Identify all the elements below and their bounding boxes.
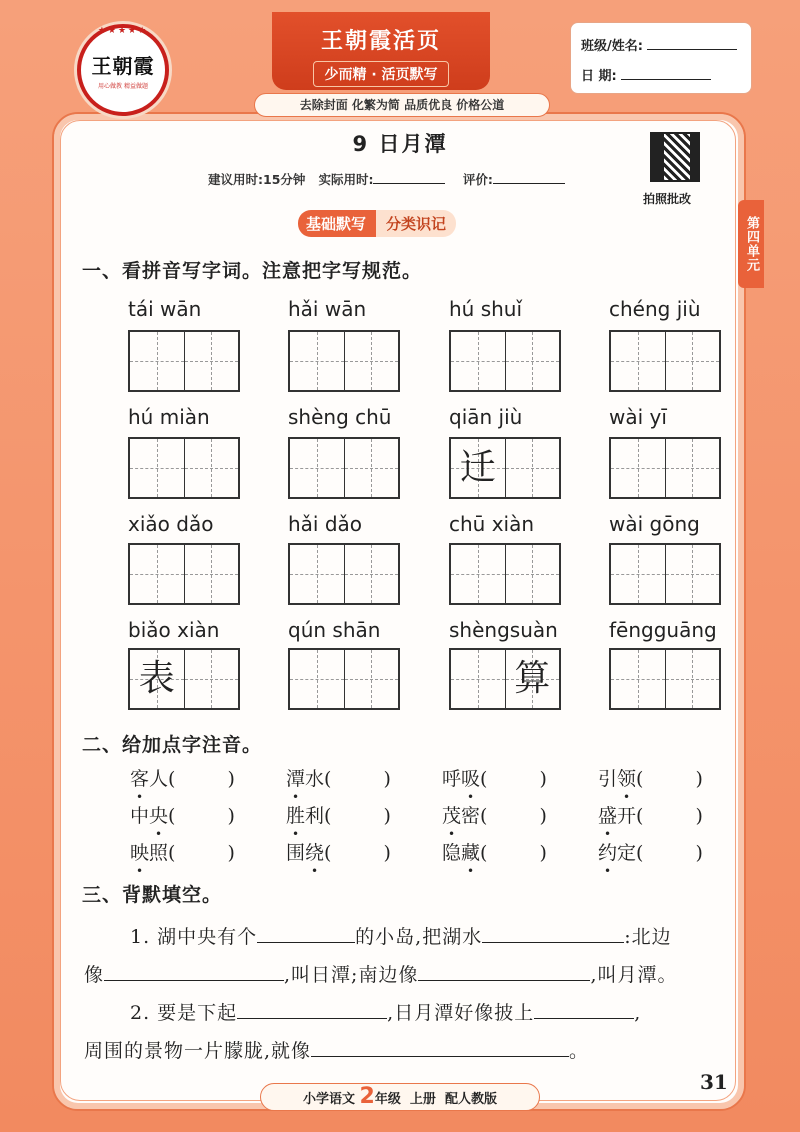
writing-cell[interactable] bbox=[611, 650, 666, 708]
answer-paren-close: ) bbox=[539, 805, 547, 827]
fill-text: , bbox=[634, 1002, 642, 1024]
writing-cell[interactable] bbox=[290, 650, 345, 708]
pinyin-label: qiān jiù bbox=[449, 405, 523, 429]
word-char: 映 bbox=[130, 842, 150, 864]
writing-cell[interactable] bbox=[666, 545, 720, 603]
answer-paren-close: ) bbox=[695, 805, 703, 827]
lesson-title: 9 日月潭 bbox=[352, 132, 448, 156]
answer-paren-open: ( bbox=[168, 768, 176, 790]
writing-cell[interactable] bbox=[611, 545, 666, 603]
answer-paren-open: ( bbox=[324, 842, 332, 864]
writing-cell[interactable] bbox=[345, 332, 399, 390]
fill-text: 。 bbox=[569, 1040, 590, 1062]
page-number: 31 bbox=[700, 1070, 728, 1094]
writing-grid[interactable] bbox=[288, 330, 400, 392]
fill-blank[interactable] bbox=[418, 960, 590, 981]
writing-cell[interactable] bbox=[451, 332, 506, 390]
word-char: 呼 bbox=[442, 768, 462, 790]
writing-cell[interactable] bbox=[345, 650, 399, 708]
slogan-bar: 去除封面 化繁为简 品质优良 价格公道 bbox=[254, 93, 550, 117]
fill-text: 的小岛,把湖水 bbox=[355, 926, 483, 948]
word-char: 照 bbox=[149, 842, 169, 864]
writing-cell[interactable] bbox=[506, 650, 560, 708]
written-char: 表 bbox=[138, 658, 175, 699]
pinyin-label: hú shuǐ bbox=[449, 297, 523, 321]
word-char: 开 bbox=[617, 805, 637, 827]
pinyin-label: hǎi dǎo bbox=[288, 512, 363, 536]
answer-paren-close: ) bbox=[227, 805, 235, 827]
fill-text: 周围的景物一片朦胧,就像 bbox=[84, 1040, 312, 1062]
word-char: 盛 bbox=[598, 805, 618, 827]
date-label: 日 期: bbox=[581, 69, 617, 84]
writing-grid[interactable] bbox=[609, 437, 721, 499]
writing-cell[interactable] bbox=[290, 439, 345, 497]
fill-line-3 bbox=[130, 998, 641, 1025]
word-char: 潭 bbox=[286, 768, 306, 790]
answer-paren-close: ) bbox=[539, 768, 547, 790]
phonetic-item bbox=[130, 801, 235, 828]
phonetic-item bbox=[598, 764, 703, 791]
writing-cell[interactable] bbox=[451, 650, 506, 708]
footer-subject: 小学语文 bbox=[302, 1092, 355, 1107]
phonetic-item bbox=[442, 838, 547, 865]
date-row bbox=[581, 65, 711, 84]
word-char: 围 bbox=[286, 842, 306, 864]
writing-cell[interactable] bbox=[290, 332, 345, 390]
writing-grid[interactable] bbox=[128, 543, 240, 605]
pinyin-label: chū xiàn bbox=[449, 512, 535, 536]
banner-title: 王朝霞活页 bbox=[320, 28, 441, 54]
writing-grid[interactable] bbox=[449, 648, 561, 710]
fill-blank[interactable] bbox=[104, 960, 284, 981]
word-char: 定 bbox=[617, 842, 637, 864]
pinyin-label: xiǎo dǎo bbox=[128, 512, 214, 536]
word-char: 胜 bbox=[286, 805, 306, 827]
answer-paren-open: ( bbox=[324, 768, 332, 790]
word-char: 水 bbox=[305, 768, 325, 790]
fill-text: ,日月潭好像披上 bbox=[387, 1002, 535, 1024]
fill-text: ,叫日潭;南边像 bbox=[284, 964, 419, 986]
pinyin-label: shèng chū bbox=[288, 405, 392, 429]
fill-text: ,叫月潭。 bbox=[590, 964, 678, 986]
category-tag-basic: 基础默写 bbox=[298, 210, 376, 237]
word-char: 绕 bbox=[305, 842, 325, 864]
word-char: 利 bbox=[305, 805, 325, 827]
writing-grid[interactable] bbox=[128, 648, 240, 710]
fill-text: :北边 bbox=[624, 926, 672, 948]
phonetic-item bbox=[442, 801, 547, 828]
writing-grid[interactable] bbox=[609, 648, 721, 710]
writing-cell[interactable] bbox=[506, 439, 560, 497]
writing-cell[interactable] bbox=[506, 545, 560, 603]
writing-cell[interactable] bbox=[451, 545, 506, 603]
answer-paren-open: ( bbox=[480, 842, 488, 864]
word-char: 人 bbox=[149, 768, 169, 790]
written-char: 算 bbox=[514, 658, 551, 699]
answer-paren-open: ( bbox=[480, 768, 488, 790]
suggested-time: 建议用时:15分钟 bbox=[208, 172, 306, 187]
writing-cell[interactable] bbox=[185, 439, 239, 497]
writing-grid[interactable] bbox=[288, 543, 400, 605]
fill-line-1 bbox=[130, 922, 672, 949]
answer-paren-open: ( bbox=[636, 805, 644, 827]
phonetic-item bbox=[286, 838, 391, 865]
unit-side-tab: 第四单元 bbox=[738, 200, 764, 288]
footer-grade-word: 年级 bbox=[374, 1092, 401, 1107]
answer-paren-open: ( bbox=[168, 805, 176, 827]
writing-cell[interactable] bbox=[666, 332, 720, 390]
section1-heading: 一、看拼音写字词。注意把字写规范。 bbox=[82, 260, 423, 282]
class-name-row bbox=[581, 35, 737, 54]
word-char: 吸 bbox=[461, 768, 481, 790]
writing-cell[interactable] bbox=[130, 439, 185, 497]
answer-paren-open: ( bbox=[480, 805, 488, 827]
word-char: 约 bbox=[598, 842, 618, 864]
phonetic-item bbox=[598, 801, 703, 828]
writing-cell[interactable] bbox=[290, 545, 345, 603]
writing-cell[interactable] bbox=[506, 332, 560, 390]
timing-row bbox=[208, 170, 565, 188]
writing-cell[interactable] bbox=[130, 650, 185, 708]
writing-cell[interactable] bbox=[185, 332, 239, 390]
answer-paren-open: ( bbox=[636, 842, 644, 864]
writing-cell[interactable] bbox=[611, 439, 666, 497]
footer-term: 上册 bbox=[409, 1092, 436, 1107]
fill-blank[interactable] bbox=[237, 998, 387, 1019]
actual-time-label: 实际用时: bbox=[318, 172, 374, 187]
writing-cell[interactable] bbox=[345, 439, 399, 497]
logo-text: 王朝霞 bbox=[91, 54, 155, 78]
writing-cell[interactable] bbox=[451, 439, 506, 497]
answer-paren-close: ) bbox=[383, 768, 391, 790]
pinyin-label: chéng jiù bbox=[609, 297, 701, 321]
footer-bar bbox=[260, 1083, 540, 1111]
word-char: 藏 bbox=[461, 842, 481, 864]
answer-paren-close: ) bbox=[695, 842, 703, 864]
fill-blank[interactable] bbox=[311, 1036, 569, 1057]
qr-code-icon[interactable] bbox=[650, 132, 700, 182]
category-tags bbox=[298, 210, 456, 236]
fill-text: 像 bbox=[84, 964, 105, 986]
fill-text: 2. 要是下起 bbox=[130, 1002, 238, 1024]
actual-time-field[interactable] bbox=[373, 170, 445, 184]
fill-line-4 bbox=[84, 1036, 589, 1063]
phonetic-item bbox=[286, 764, 391, 791]
pinyin-label: wài gōng bbox=[609, 512, 700, 536]
brand-banner bbox=[272, 12, 490, 90]
fill-text: 1. 湖中央有个 bbox=[130, 926, 258, 948]
writing-cell[interactable] bbox=[130, 332, 185, 390]
student-info-box bbox=[570, 22, 752, 94]
class-name-label: 班级/姓名: bbox=[581, 39, 643, 54]
phonetic-item bbox=[286, 801, 391, 828]
writing-cell[interactable] bbox=[345, 545, 399, 603]
answer-paren-close: ) bbox=[539, 842, 547, 864]
answer-paren-open: ( bbox=[168, 842, 176, 864]
class-name-field[interactable] bbox=[647, 37, 737, 50]
answer-paren-open: ( bbox=[636, 768, 644, 790]
word-char: 密 bbox=[461, 805, 481, 827]
writing-grid[interactable] bbox=[449, 437, 561, 499]
fill-blank[interactable] bbox=[534, 998, 634, 1019]
word-char: 引 bbox=[598, 768, 618, 790]
writing-cell[interactable] bbox=[666, 439, 720, 497]
section3-heading: 三、背默填空。 bbox=[82, 884, 223, 906]
pinyin-label: tái wān bbox=[128, 297, 202, 321]
date-field[interactable] bbox=[621, 67, 711, 80]
pinyin-label: biǎo xiàn bbox=[128, 618, 220, 642]
section2-heading: 二、给加点字注音。 bbox=[82, 734, 263, 756]
written-char: 迁 bbox=[459, 447, 496, 488]
pinyin-label: hǎi wān bbox=[288, 297, 367, 321]
fill-line-2 bbox=[84, 960, 678, 987]
category-tag-classify: 分类识记 bbox=[376, 210, 456, 237]
pinyin-label: shèngsuàn bbox=[449, 618, 558, 642]
pinyin-label: qún shān bbox=[288, 618, 381, 642]
writing-grid[interactable] bbox=[128, 330, 240, 392]
banner-subtitle: 少而精 · 活页默写 bbox=[313, 61, 448, 87]
evaluation-field[interactable] bbox=[493, 170, 565, 184]
phonetic-item bbox=[130, 764, 235, 791]
qr-label: 拍照批改 bbox=[643, 192, 692, 206]
writing-grid[interactable] bbox=[609, 330, 721, 392]
answer-paren-close: ) bbox=[227, 768, 235, 790]
word-char: 茂 bbox=[442, 805, 462, 827]
phonetic-item bbox=[442, 764, 547, 791]
writing-grid[interactable] bbox=[449, 543, 561, 605]
pinyin-label: wài yī bbox=[609, 405, 667, 429]
logo-stars: ★★★★★ bbox=[97, 26, 149, 36]
writing-cell[interactable] bbox=[130, 545, 185, 603]
writing-grid[interactable] bbox=[288, 437, 400, 499]
pinyin-label: hú miàn bbox=[128, 405, 210, 429]
phonetic-item bbox=[130, 838, 235, 865]
phonetic-item bbox=[598, 838, 703, 865]
word-char: 央 bbox=[149, 805, 169, 827]
writing-grid[interactable] bbox=[288, 648, 400, 710]
word-char: 客 bbox=[130, 768, 150, 790]
fill-blank[interactable] bbox=[257, 922, 355, 943]
fill-blank[interactable] bbox=[482, 922, 624, 943]
evaluation-label: 评价: bbox=[462, 172, 493, 187]
writing-cell[interactable] bbox=[185, 650, 239, 708]
writing-grid[interactable] bbox=[449, 330, 561, 392]
writing-cell[interactable] bbox=[611, 332, 666, 390]
word-char: 领 bbox=[617, 768, 637, 790]
footer-grade-number: 2 bbox=[359, 1084, 375, 1109]
word-char: 隐 bbox=[442, 842, 462, 864]
answer-paren-open: ( bbox=[324, 805, 332, 827]
writing-grid[interactable] bbox=[128, 437, 240, 499]
answer-paren-close: ) bbox=[695, 768, 703, 790]
writing-grid[interactable] bbox=[609, 543, 721, 605]
writing-cell[interactable] bbox=[666, 650, 720, 708]
answer-paren-close: ) bbox=[383, 842, 391, 864]
writing-cell[interactable] bbox=[185, 545, 239, 603]
word-char: 中 bbox=[130, 805, 150, 827]
answer-paren-close: ) bbox=[227, 842, 235, 864]
brand-logo bbox=[77, 24, 169, 116]
answer-paren-close: ) bbox=[383, 805, 391, 827]
pinyin-label: fēngguāng bbox=[609, 618, 717, 642]
logo-subtext: 用心做教 精益做题 bbox=[98, 83, 148, 90]
footer-edition: 配人教版 bbox=[445, 1092, 498, 1107]
